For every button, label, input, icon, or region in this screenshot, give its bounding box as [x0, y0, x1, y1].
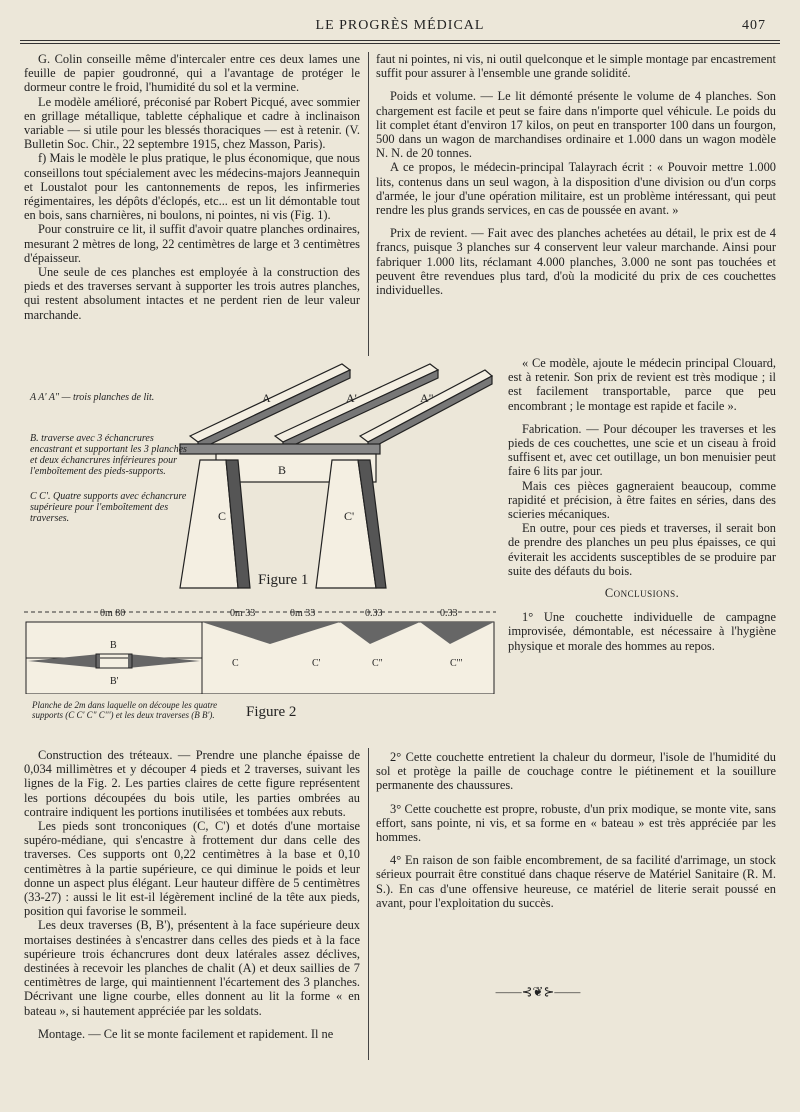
legend-a: A A' A" — trois planches de lit. — [30, 392, 155, 403]
dim-label: 0.33 — [365, 608, 383, 619]
header-rule — [20, 40, 780, 41]
paragraph: G. Colin conseille même d'intercaler entre ces deux lames une feuille de papier goudronné, qui a l'avantage de protéger le dormeur contre le froid, l'humidité du sol et la vermine. — [24, 52, 360, 95]
narrow-column — [508, 356, 776, 653]
figure-2-drawing — [20, 604, 500, 694]
paragraph: 4° En raison de son faible encombrement, de sa facilité d'arrimage, un stock sérieux pourrait être constitué dans chaque réserve de Matériel Sanitaire (R. M. S.). En cas d'une offensive heureuse, ce matériel de literie serait poussé en avant, pour l'exploitation du succès. — [376, 853, 776, 910]
label-A1: A' — [346, 391, 357, 405]
right-column-top — [376, 52, 776, 297]
column-divider — [368, 748, 369, 1060]
dim-label: 0m 80 — [100, 608, 126, 619]
paragraph: Les deux traverses (B, B'), présentent à la face supérieure deux mortaises destinées à s'encastrer dans celles des pieds et à la face supérieure trois échancrures dont deux latérales assez déclives, destinées à recevoir les planches de chalit (A) et deux saillies de 7 centimètres de large, qui maintiennent l'écartement des 3 planches. Décrivant une ligne courbe, elles donnent au lit la forme « en bateau », si hautement appréciée par les soldats. — [24, 918, 360, 1018]
paragraph: Une seule de ces planches est employée à la construction des pieds et des traverses servant à supporter les trois autres planches, qui restent absolument intactes et ne perdent rien de leur valeur marchande. — [24, 265, 360, 322]
paragraph: f) Mais le modèle le plus pratique, le plus économique, que nous conseillons tout spécialement avec les médecins-majors Jeannequin et Loustalot pour les cantonnements de repos, les infirmeries régimentaires, les dépôts d'éclopés, etc... est un lit démontable tout en bois, sans charnières, ni boulons, ni pointes, ni vis (Fig. 1). — [24, 151, 360, 223]
paragraph: En outre, pour ces pieds et traverses, il serait bon de prendre des planches un peu plus épaisses, ce qui éviterait les accidents susceptibles de se produire par suite des défauts du bois. — [508, 521, 776, 578]
column-divider — [368, 52, 369, 356]
paragraph: « Ce modèle, ajoute le médecin principal Clouard, est à retenir. Son prix de revient est très modique ; il est facilement transportable, parce que peu encombrant ; le montage est rapide et facile ». — [508, 356, 776, 413]
paragraph: 3° Cette couchette est propre, robuste, d'un prix modique, se monte vite, sans effort, sans pointe, ni vis, et sa forme en « bateau » est très appréciée par les hommes. — [376, 801, 776, 845]
label-C2: C" — [372, 658, 383, 669]
paragraph: 1° Une couchette individuelle de campagne improvisée, démontable, est nécessaire à l'hygiène physique et morale des hommes au repos. — [508, 610, 776, 653]
paragraph: Mais ces pièces gagneraient beaucoup, comme rapidité et précision, à être faites en séries, dans des scieries mécaniques. — [508, 478, 776, 522]
label-B1: B' — [110, 676, 119, 687]
legend-c: C C'. Quatre supports avec échancrure supérieure pour l'emboîtement des traverses. — [30, 491, 187, 524]
ornament-divider: ——⊰❦⊱—— — [495, 984, 581, 999]
paragraph: Montage. — Ce lit se monte facilement et rapidement. Il ne — [38, 1026, 334, 1041]
label-B: B — [110, 640, 117, 651]
page-header — [22, 18, 778, 38]
dim-label: 0m 33 — [290, 608, 316, 619]
paragraph: Prix de revient. — Fait avec des planches achetées au détail, le prix est de 4 francs, puisque 3 planches sur 4 conservent leur valeur marchande. Ainsi pour fabriquer 1.000 lits, réclamant 4.000 planches, 3.000 ne sont pas touchées et peuvent être revendues plus tard, d'où la modicité du prix de ces couchettes individuelles. — [376, 226, 776, 298]
label-C: C — [218, 509, 227, 523]
label-A2: A" — [420, 391, 434, 405]
paragraph: 2° Cette couchette entretient la chaleur du dormeur, l'isole de l'humidité du sol et protège la paille de couchage contre le piétinement et la souillure permanente des chaussures. — [376, 750, 776, 793]
paragraph: Le modèle amélioré, préconisé par Robert Picqué, avec sommier en grillage métallique, tablette céphalique et cadre à inclinaison variable — si utile pour les blessés thoraciques — est à retenir. (V. Bulletin Soc. Chir., 22 septembre 1915, chez Masson, Paris). — [24, 94, 360, 152]
legend-b: B. traverse avec 3 échancrures encastrant et supportant les 3 planches et deux échancrures inférieures pour l'emboîtement des pieds-supports. — [30, 433, 187, 477]
paragraph: A ce propos, le médecin-principal Talayrach écrit : « Pouvoir mettre 1.000 lits, contenus dans un seul wagon, à la disposition d'une division ou d'un corps d'armée, le jour d'une opération militaire, est un problème intéressant, qui peut rendre les plus grands services, en cas de poussée en avant. » — [376, 160, 776, 218]
header-rule-2 — [20, 43, 780, 44]
label-C1: C' — [344, 509, 355, 523]
label-C3: C'" — [450, 658, 463, 669]
figure-1-caption: Figure 1 — [258, 572, 309, 588]
label-C1: C' — [312, 658, 321, 669]
left-column-bottom — [24, 748, 360, 1041]
paragraph: Fabrication. — Pour découper les traverses et les pieds de ces couchettes, une scie et un ciseau à froid suffisent et, avec cet outillage, un bon menuisier peut faire 6 lits par jour. — [508, 421, 776, 479]
dim-label: 0.33 — [440, 608, 458, 619]
left-column-top — [24, 52, 360, 322]
label-C: C — [232, 658, 239, 669]
figure-1-legend — [30, 392, 190, 524]
paragraph: faut ni pointes, ni vis, ni outil quelconque et le simple montage par encastrement suffit pour assurer à l'ensemble une grande solidité. — [376, 52, 776, 81]
paragraph: Pour construire ce lit, il suffit d'avoir quatre planches ordinaires, mesurant 2 mètres de long, 22 centimètres de large et 3 centimètres d'épaisseur. — [24, 222, 360, 265]
figure-2-legend: Planche de 2m dans laquelle on découpe les quatre supports (C C' C" C''') et les deux traverses (B B'). — [32, 700, 218, 720]
figure-2-caption: Figure 2 — [246, 704, 297, 720]
label-B: B — [278, 463, 287, 477]
paragraph: Construction des tréteaux. — Prendre une planche épaisse de 0,034 millimètres et y découper 4 pieds et 2 traverses, suivant les lignes de la Fig. 2. Les parties claires de cette figure représentent les portions découpées du bois utile, les parties ombrées au contraire indiquent les portions inutilisées et tombées aux rebuts. — [24, 748, 360, 819]
label-A: A — [262, 391, 271, 405]
paragraph: Poids et volume. — Le lit démonté présente le volume de 4 planches. Son chargement est facile et peut se faire dans n'importe quel véhicule. Le poids du lit complet étant d'environ 17 kilos, on peut en transporter 100 dans un fourgon, 500 dans un wagon de marchandises ordinaire et 1.000 dans un wagon modèle N. N. de 20 tonnes. — [376, 89, 776, 161]
page-number: 407 — [742, 18, 766, 33]
conclusions-heading: Conclusions. — [604, 586, 680, 601]
journal-title: LE PROGRÈS MÉDICAL — [315, 18, 485, 33]
right-column-bottom — [376, 750, 776, 910]
dim-label: 0m 33 — [230, 608, 256, 619]
paragraph: Les pieds sont tronconiques (C, C') et dotés d'une mortaise supéro-médiane, qui s'encastre à frottement dur dans celle des traverses. Ces supports ont 0,22 centimètres à la base et 0,10 centimètres à la partie supérieure, ce qui diminue le poids et leur donne un aspect plus élégant. Leur hauteur diffère de 5 centimètres (33-27) : aussi le lit est-il légèrement incliné de la tête aux pieds, position qui favorise le sommeil. — [24, 819, 360, 919]
